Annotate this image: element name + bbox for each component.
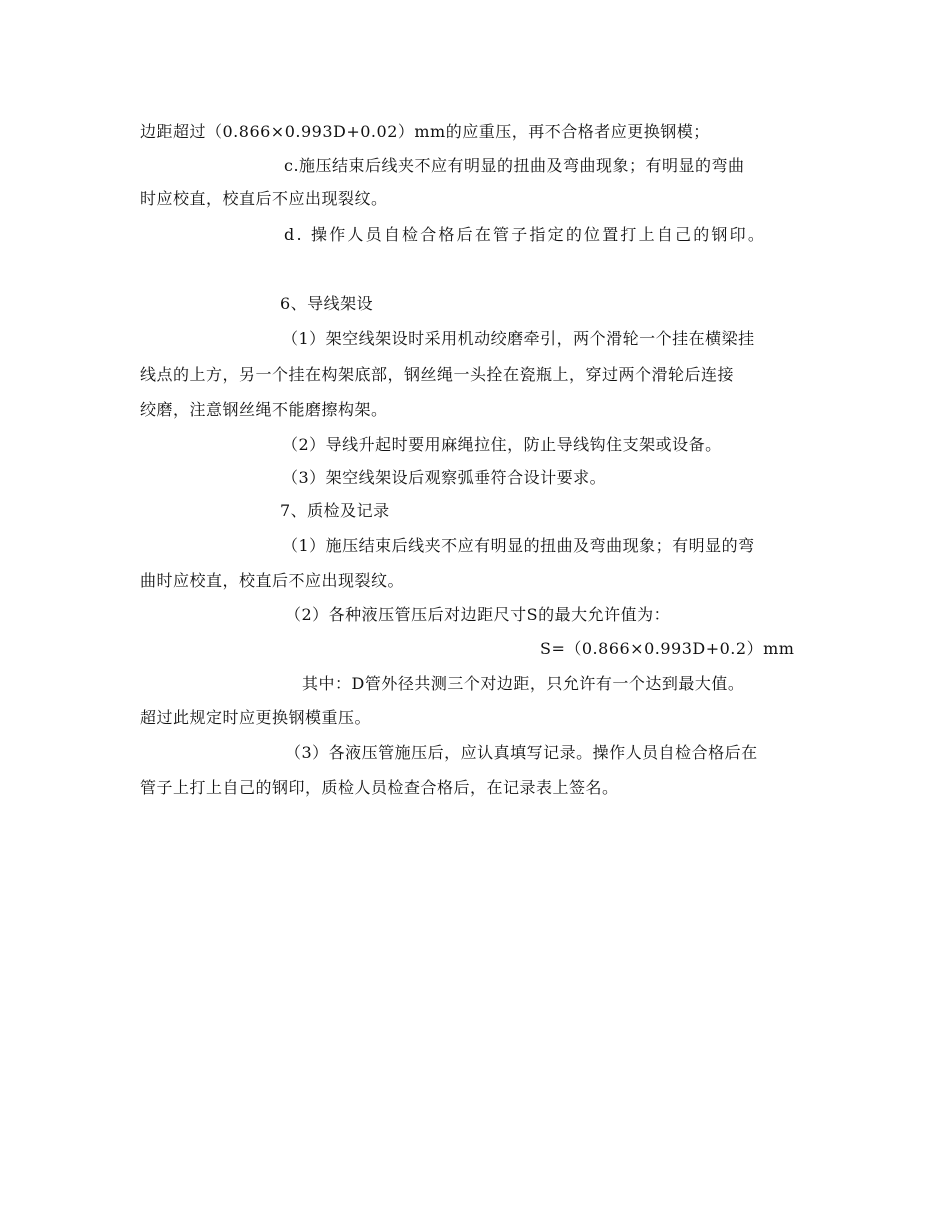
section-heading-6: 6、导线架设 (280, 294, 374, 313)
text-line-1: 边距超过（0.866×0.993D+0.02）mm的应重压，再不合格者应更换钢模； (140, 122, 710, 141)
text-line-19: 管子上打上自己的钢印，质检人员检查合格后，在记录表上签名。 (140, 778, 619, 797)
text-line-4: d. 操作人员自检合格后在管子指定的位置打上自己的钢印。 (284, 225, 767, 244)
text-line-16: 其中：D管外径共测三个对边距，只允许有一个达到最大值。 (302, 674, 745, 693)
text-line-17: 超过此规定时应更换钢模重压。 (140, 708, 372, 727)
text-line-6: （1）架空线架设时采用机动绞磨牵引，两个滑轮一个挂在横梁挂 (282, 329, 755, 348)
text-line-3: 时应校直，校直后不应出现裂纹。 (140, 189, 388, 208)
text-line-9: （2）导线升起时要用麻绳拉住，防止导线钩住支架或设备。 (282, 435, 722, 454)
section-heading-7: 7、质检及记录 (280, 501, 390, 520)
text-line-7: 线点的上方，另一个挂在构架底部，钢丝绳一头拴在瓷瓶上，穿过两个滑轮后连接 (140, 365, 735, 384)
text-line-12: （1）施压结束后线夹不应有明显的扭曲及弯曲现象；有明显的弯 (282, 536, 755, 555)
text-line-8: 绞磨，注意钢丝绳不能磨擦构架。 (140, 400, 388, 419)
text-line-13: 曲时应校直，校直后不应出现裂纹。 (140, 571, 405, 590)
text-line-18: （3）各液压管施压后，应认真填写记录。操作人员自检合格后在 (285, 743, 758, 762)
text-line-14: （2）各种液压管压后对边距尺寸S的最大允许值为： (285, 605, 671, 624)
text-line-2: c.施压结束后线夹不应有明显的扭曲及弯曲现象；有明显的弯曲 (284, 156, 745, 175)
formula-line: S=（0.866×0.993D+0.2）mm (540, 639, 795, 658)
text-line-10: （3）架空线架设后观察弧垂符合设计要求。 (282, 468, 607, 487)
